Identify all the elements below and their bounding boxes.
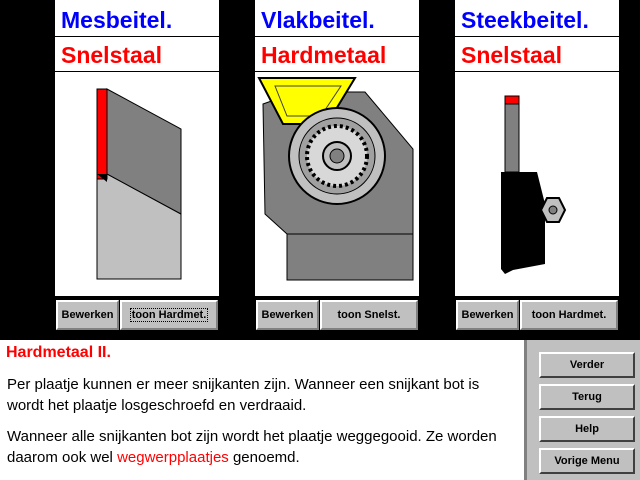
toon-snelstaal-button[interactable]: toon Snelst. — [320, 300, 418, 330]
mesbeitel-tool-illustration — [55, 74, 219, 296]
panel-3-buttons — [455, 298, 619, 334]
panel-1-buttons — [55, 298, 219, 334]
panel-mesbeitel — [55, 0, 219, 296]
paragraph-1: Per plaatje kunnen er meer snijkanten zijn. Wanneer een snijkant bot is wordt het plaatje losgeschroefd en verdraaid. — [7, 376, 480, 414]
section-heading: Hardmetaal II. — [6, 344, 111, 361]
paragraph-2: Wanneer alle snijkanten bot zijn wordt het plaatje weggegooid. Ze worden daarom ook wel wegwerpplaatjes genoemd. — [7, 428, 497, 466]
panel-material: Snelstaal — [55, 38, 219, 72]
help-button[interactable]: Help — [539, 416, 635, 442]
panel-steekbeitel — [455, 0, 619, 296]
panel-title: Vlakbeitel. — [255, 3, 419, 37]
panel-vlakbeitel — [255, 0, 419, 296]
bewerken-button[interactable]: Bewerken — [56, 300, 119, 330]
panel-material: Hardmetaal — [255, 38, 419, 72]
steekbeitel-tool-illustration — [455, 74, 619, 296]
toon-hardmetaal-button[interactable]: toon Hardmet. — [120, 300, 218, 330]
explanation-pane — [0, 340, 524, 480]
navigation-menu — [524, 340, 640, 480]
bewerken-button[interactable]: Bewerken — [456, 300, 519, 330]
vorige-menu-button[interactable]: Vorige Menu — [539, 448, 635, 474]
vlakbeitel-tool-illustration — [255, 74, 419, 296]
panel-title: Mesbeitel. — [55, 3, 219, 37]
toon-hardmetaal-button[interactable]: toon Hardmet. — [520, 300, 618, 330]
panel-title: Steekbeitel. — [455, 3, 619, 37]
verder-button[interactable]: Verder — [539, 352, 635, 378]
bewerken-button[interactable]: Bewerken — [256, 300, 319, 330]
panel-2-buttons — [255, 298, 419, 334]
panel-material: Snelstaal — [455, 38, 619, 72]
terug-button[interactable]: Terug — [539, 384, 635, 410]
highlight-term: wegwerpplaatjes — [117, 449, 229, 466]
